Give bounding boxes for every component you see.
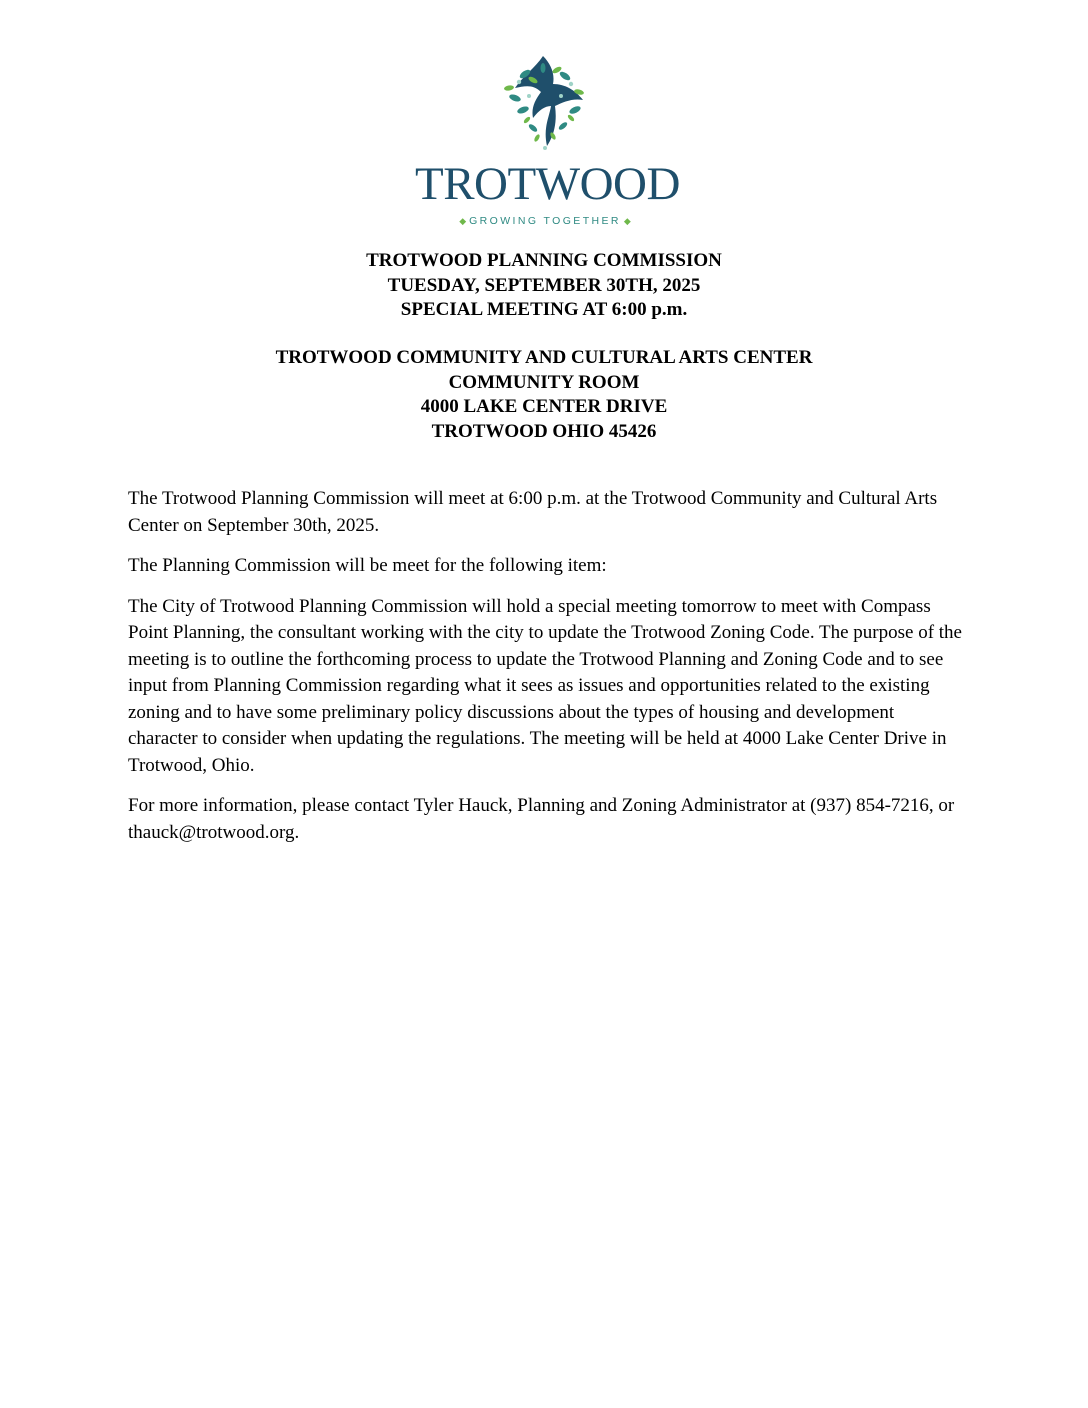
diamond-icon: ◆ bbox=[623, 216, 631, 226]
logo-wordmark: TROTWOOD bbox=[415, 158, 680, 210]
location-line-1: TROTWOOD COMMUNITY AND CULTURAL ARTS CENTER bbox=[275, 347, 813, 368]
paragraph-meeting-purpose: The City of Trotwood Planning Commission will hold a special meeting tomorrow to meet with Compass Point Planning, the consultant working with the city to update the Trotwood Zoning Code. The purpose of the meeting is to outline the forthcoming process to update the Trotwood Planning and Zoning Code and to see input from Planning Commission regarding what it sees as issues and opportunities related to the existing zoning and to have some preliminary policy discussions about the types of housing and development character to consider when updating the regulations. The meeting will be held at 4000 Lake Center Drive in Trotwood, Ohio. bbox=[128, 595, 962, 776]
diamond-icon: ◆ bbox=[459, 216, 467, 226]
paragraph-meeting-time: The Trotwood Planning Commission will meet at 6:00 p.m. at the Trotwood Community and Cultural Arts Center on September 30th, 2025. bbox=[128, 488, 938, 536]
location-line-2: COMMUNITY ROOM bbox=[448, 371, 640, 393]
logo-tagline-text: GROWING TOGETHER bbox=[469, 215, 621, 227]
logo-tagline bbox=[415, 216, 675, 227]
trotwood-logo bbox=[415, 48, 680, 238]
tree-emblem-icon bbox=[415, 48, 675, 158]
header-line-2: TUESDAY, SEPTEMBER 30TH, 2025 bbox=[387, 274, 701, 296]
notice-body bbox=[128, 486, 968, 860]
meeting-header bbox=[0, 249, 1088, 323]
location-header bbox=[0, 346, 1088, 444]
location-line-4: TROTWOOD OHIO 45426 bbox=[431, 420, 657, 442]
header-line-3: SPECIAL MEETING AT 6:00 p.m. bbox=[400, 299, 688, 320]
location-line-3: 4000 LAKE CENTER DRIVE bbox=[420, 396, 668, 417]
header-line-1: TROTWOOD PLANNING COMMISSION bbox=[366, 250, 722, 271]
paragraph-contact-info: For more information, please contact Tyler Hauck, Planning and Zoning Administrator at (937) 854-7216, or thauck@trotwood.org. bbox=[128, 795, 955, 843]
paragraph-item-intro: The Planning Commission will be meet for the following item: bbox=[128, 555, 607, 576]
